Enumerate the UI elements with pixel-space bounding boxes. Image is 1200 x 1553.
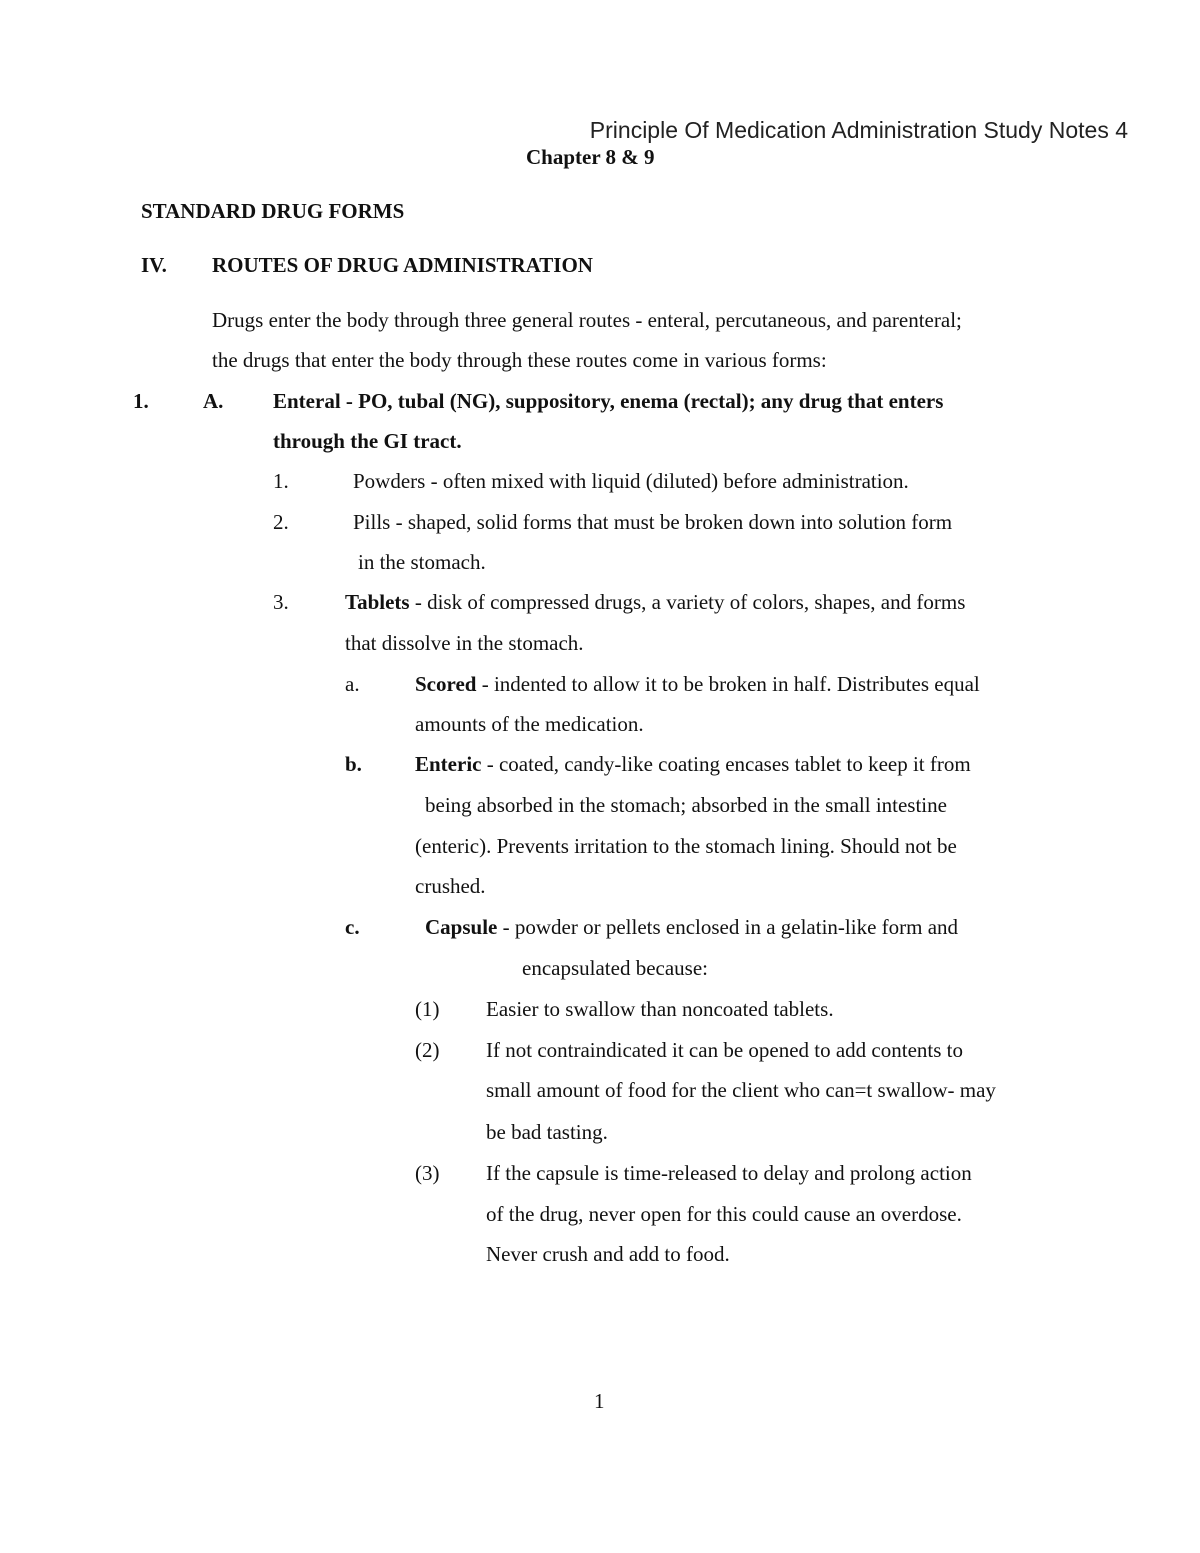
reason-text: Never crush and add to food. bbox=[486, 1242, 730, 1266]
reason-number: (2) bbox=[415, 1038, 440, 1062]
reason-number: (1) bbox=[415, 997, 440, 1021]
route-a-line: through the GI tract. bbox=[273, 429, 462, 453]
scored-text: - indented to allow it to be broken in half. Distributes equal bbox=[476, 672, 980, 696]
scored-term: Scored bbox=[415, 672, 477, 696]
page-number: 1 bbox=[594, 1389, 605, 1413]
subitem-letter: c. bbox=[345, 915, 360, 939]
item-number: 1. bbox=[273, 469, 289, 493]
part-title: ROUTES OF DRUG ADMINISTRATION bbox=[212, 253, 593, 277]
subitem-letter: a. bbox=[345, 672, 360, 696]
intro-line: Drugs enter the body through three general routes - enteral, percutaneous, and parenteral; bbox=[212, 308, 962, 332]
section-title: STANDARD DRUG FORMS bbox=[141, 199, 405, 223]
item-number: 2. bbox=[273, 510, 289, 534]
reason-text: of the drug, never open for this could cause an overdose. bbox=[486, 1202, 962, 1226]
tablets-text: that dissolve in the stomach. bbox=[345, 631, 584, 655]
capsule-text: encapsulated because: bbox=[522, 956, 708, 980]
intro-line: the drugs that enter the body through these routes come in various forms: bbox=[212, 348, 827, 372]
reason-number: (3) bbox=[415, 1161, 440, 1185]
route-number: 1. bbox=[133, 389, 149, 413]
enteric-line bbox=[415, 751, 971, 777]
chapter-heading: Chapter 8 & 9 bbox=[526, 145, 655, 169]
tablets-text: - disk of compressed drugs, a variety of colors, shapes, and forms bbox=[409, 590, 966, 614]
route-a-line: Enteral - PO, tubal (NG), suppository, enema (rectal); any drug that enters bbox=[273, 389, 944, 413]
enteric-text: crushed. bbox=[415, 874, 486, 898]
capsule-text: - powder or pellets enclosed in a gelatin-like form and bbox=[497, 915, 959, 939]
subitem-letter: b. bbox=[345, 752, 362, 776]
enteric-text: - coated, candy-like coating encases tablet to keep it from bbox=[481, 752, 971, 776]
enteric-text: (enteric). Prevents irritation to the stomach lining. Should not be bbox=[415, 834, 957, 858]
capsule-term: Capsule bbox=[425, 915, 498, 939]
tablets-term: Tablets bbox=[345, 590, 410, 614]
reason-text: Easier to swallow than noncoated tablets. bbox=[486, 997, 834, 1021]
route-letter: A. bbox=[203, 389, 224, 413]
pills-text: Pills - shaped, solid forms that must be broken down into solution form bbox=[353, 510, 953, 534]
reason-text: be bad tasting. bbox=[486, 1120, 608, 1144]
capsule-line bbox=[425, 914, 958, 940]
reason-text: If not contraindicated it can be opened to add contents to bbox=[486, 1038, 964, 1062]
reason-text: small amount of food for the client who can=t swallow- may bbox=[486, 1078, 996, 1102]
enteric-text: being absorbed in the stomach; absorbed in the small intestine bbox=[425, 793, 947, 817]
powders-text: Powders - often mixed with liquid (diluted) before administration. bbox=[353, 469, 909, 493]
scored-text: amounts of the medication. bbox=[415, 712, 644, 736]
pills-text: in the stomach. bbox=[358, 550, 486, 574]
running-header: Principle Of Medication Administration Study Notes 4 bbox=[589, 117, 1128, 143]
part-numeral: IV. bbox=[141, 253, 167, 277]
scored-line bbox=[415, 671, 980, 697]
reason-text: If the capsule is time-released to delay and prolong action bbox=[486, 1161, 972, 1185]
enteric-term: Enteric bbox=[415, 752, 482, 776]
item-number: 3. bbox=[273, 590, 289, 614]
tablets-line bbox=[345, 589, 965, 615]
